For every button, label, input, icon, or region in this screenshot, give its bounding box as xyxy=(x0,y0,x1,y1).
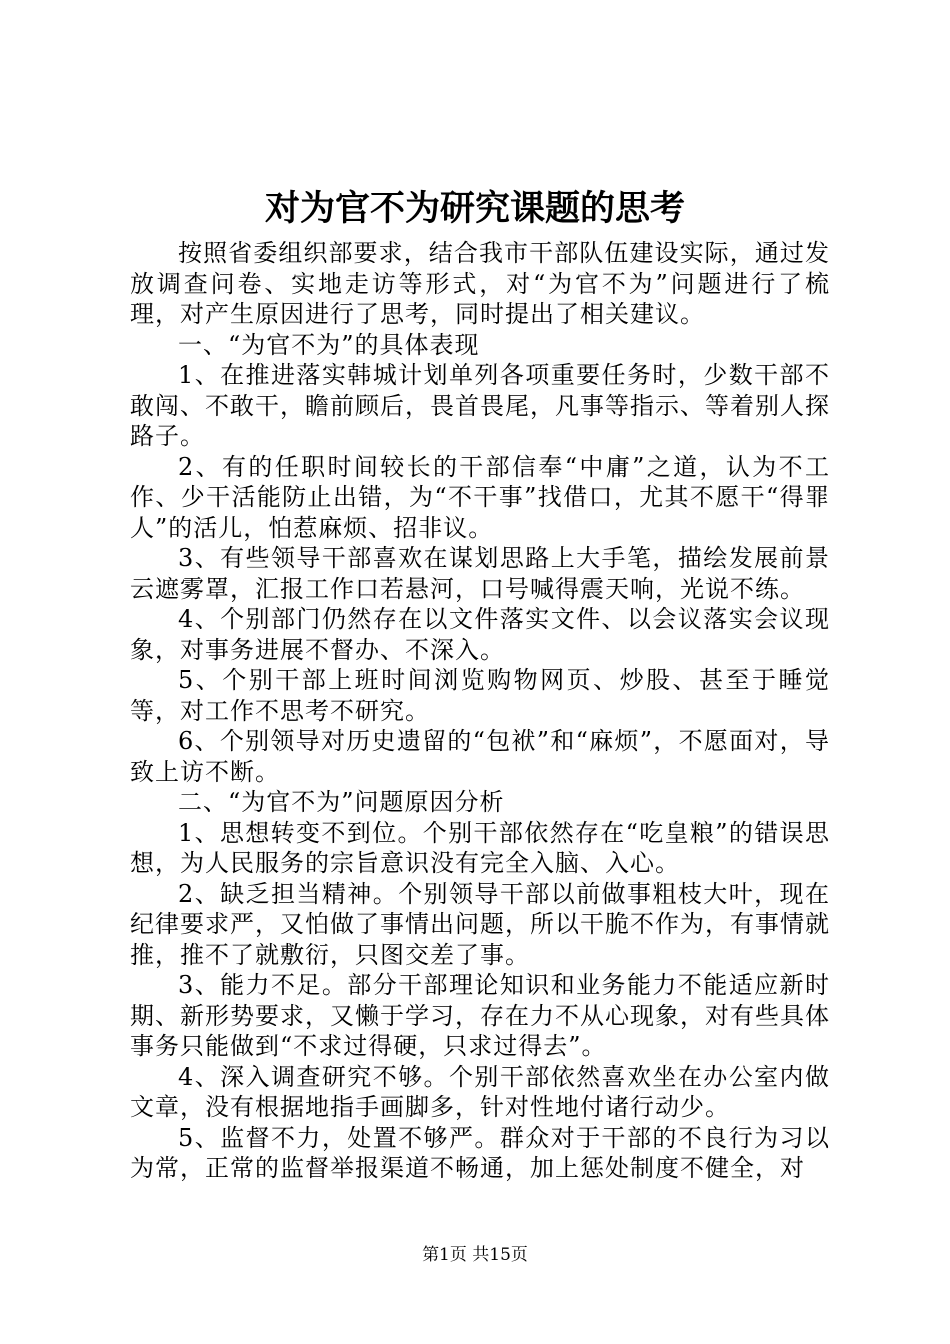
document-body xyxy=(130,238,830,1184)
paragraph: 2、有的任职时间较长的干部信奉“中庸”之道，认为不工作、少干活能防止出错，为“不干事”找借口，尤其不愿干“得罪人”的活儿，怕惹麻烦、招非议。 xyxy=(130,452,830,542)
paragraph: 1、在推进落实韩城计划单列各项重要任务时，少数干部不敢闯、不敢干，瞻前顾后，畏首畏尾，凡事等指示、等着别人探路子。 xyxy=(130,361,830,450)
paragraph: 5、个别干部上班时间浏览购物网页、炒股、甚至于睡觉等，对工作不思考不研究。 xyxy=(130,666,830,725)
paragraph: 3、能力不足。部分干部理论知识和业务能力不能适应新时期、新形势要求，又懒于学习，存在力不从心现象，对有些具体事务只能做到“不求过得硬，只求过得去”。 xyxy=(130,971,830,1060)
section-heading: 二、“为官不为”问题原因分析 xyxy=(178,788,505,816)
section-heading: 一、“为官不为”的具体表现 xyxy=(178,330,480,359)
paragraph: 6、个别领导对历史遗留的“包袱”和“麻烦”，不愿面对，导致上访不断。 xyxy=(130,727,830,786)
document-title: 对为官不为研究课题的思考 xyxy=(264,188,685,229)
page-footer: 第1页 共15页 xyxy=(422,1245,528,1265)
paragraph: 4、深入调查研究不够。个别干部依然喜欢坐在办公室内做文章，没有根据地指手画脚多，针对性地付诸行动少。 xyxy=(130,1062,830,1121)
paragraph: 5、监督不力，处置不够严。群众对于干部的不良行为习以为常，正常的监督举报渠道不畅通，加上惩处制度不健全，对 xyxy=(130,1123,830,1182)
paragraph: 3、有些领导干部喜欢在谋划思路上大手笔，描绘发展前景云遮雾罩，汇报工作口若悬河，口号喊得震天响，光说不练。 xyxy=(130,544,830,603)
paragraph: 2、缺乏担当精神。个别领导干部以前做事粗枝大叶，现在纪律要求严，又怕做了事情出问题，所以干脆不作为，有事情就推，推不了就敷衍，只图交差了事。 xyxy=(130,879,830,969)
paragraph: 4、个别部门仍然存在以文件落实文件、以会议落实会议现象，对事务进展不督办、不深入。 xyxy=(130,605,830,664)
paragraph: 1、思想转变不到位。个别干部依然存在“吃皇粮”的错误思想，为人民服务的宗旨意识没有完全入脑、入心。 xyxy=(130,818,830,877)
paragraph: 按照省委组织部要求，结合我市干部队伍建设实际，通过发放调查问卷、实地走访等形式，对“为官不为”问题进行了梳理，对产生原因进行了思考，同时提出了相关建议。 xyxy=(130,239,830,328)
